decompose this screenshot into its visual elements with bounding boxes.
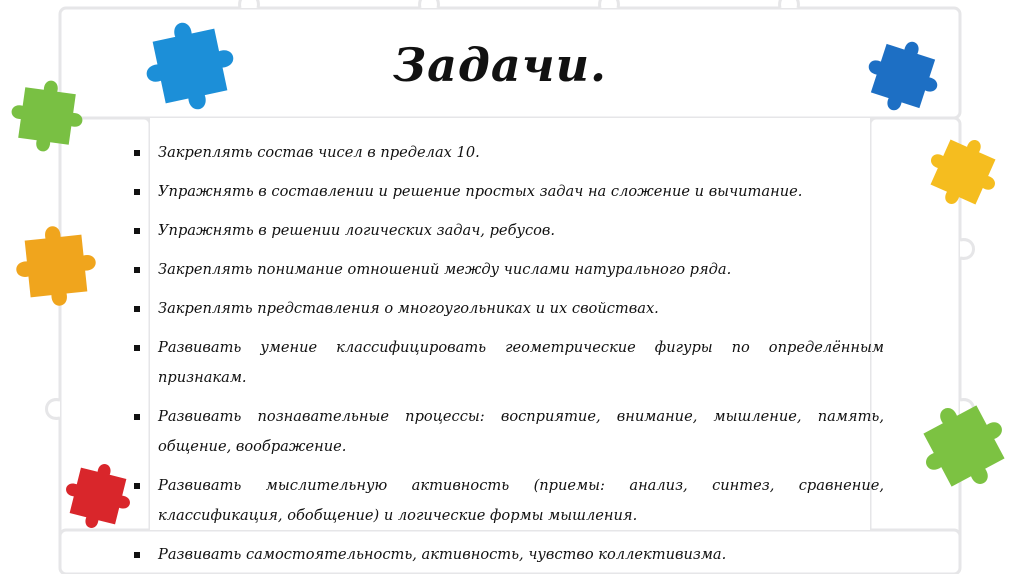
bullet-icon	[134, 483, 140, 489]
bullet-icon	[134, 228, 140, 234]
task-text: Развивать познавательные процессы: восприятие, внимание, мышление, память, общение, воображение.	[158, 408, 884, 455]
bullet-icon	[134, 150, 140, 156]
slide-title: Задачи.	[392, 38, 608, 92]
task-text: Развивать самостоятельность, активность, чувство коллективизма.	[158, 546, 727, 563]
list-item	[132, 540, 884, 570]
bullet-icon	[134, 189, 140, 195]
bullet-icon	[134, 345, 140, 351]
list-item	[132, 294, 884, 324]
task-text: Закреплять представления о многоугольниках и их свойствах.	[158, 300, 659, 317]
task-text: Закреплять понимание отношений между числами натурального ряда.	[158, 261, 732, 278]
task-text: Закреплять состав чисел в пределах 10.	[158, 144, 480, 161]
list-item	[132, 216, 884, 246]
task-text: Упражнять в составлении и решение простых задач на сложение и вычитание.	[158, 183, 803, 200]
list-item	[132, 333, 884, 393]
bullet-icon	[134, 267, 140, 273]
list-item	[132, 402, 884, 462]
bullet-icon	[134, 414, 140, 420]
task-text: Развивать мыслительную активность (приемы: анализ, синтез, сравнение, классификация, обобщение) и логические формы мышления.	[158, 477, 884, 524]
task-text: Развивать умение классифицировать геометрические фигуры по определённым признакам.	[158, 339, 884, 386]
bullet-icon	[134, 552, 140, 558]
list-item	[132, 471, 884, 531]
list-item	[132, 138, 884, 168]
list-item	[132, 255, 884, 285]
list-item	[132, 177, 884, 207]
task-text: Упражнять в решении логических задач, ребусов.	[158, 222, 556, 239]
bullet-icon	[134, 306, 140, 312]
task-list	[132, 138, 884, 579]
